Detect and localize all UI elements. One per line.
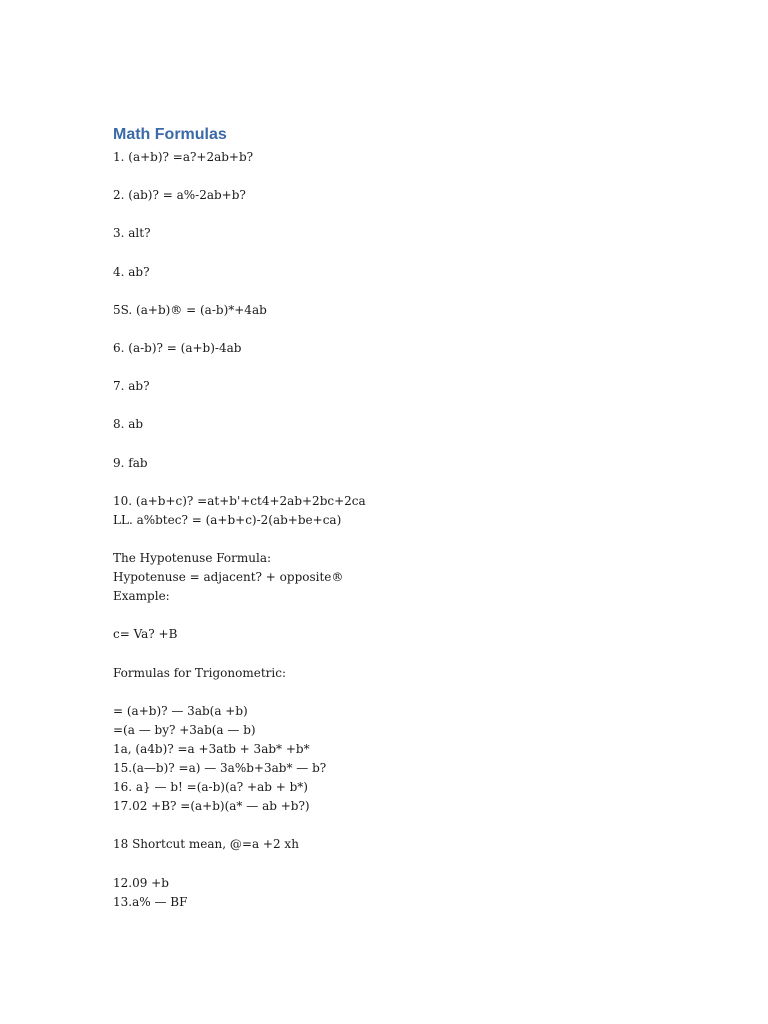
formula-line: LL. a%btec? = (a+b+c)-2(ab+be+ca) [113,512,342,527]
blank-line [113,243,713,262]
formula-line: 13.a% — BF [113,894,188,909]
formula-line: The Hypotenuse Formula: [113,550,272,565]
formula-line: Hypotenuse = adjacent? + opposite® [113,570,344,585]
document-title: Math Formulas [113,126,227,143]
formula-line: 1. (a+b)? =a?+2ab+b? [113,150,254,164]
blank-line [113,358,713,377]
formula-line: 4. ab? [113,264,150,279]
formula-line: 1a, (a4b)? =a +3atb + 3ab* +b* [113,741,310,756]
formula-line: 10. (a+b+c)? =at+b'+ct4+2ab+2bc+2ca [113,493,366,508]
blank-line [113,320,713,339]
formula-line: 3. alt? [113,226,151,241]
formula-line: Example: [113,589,170,604]
blank-line [113,606,713,625]
formula-line: 5S. (a+b)® = (a-b)*+4ab [113,302,267,317]
formula-line: c= Va? +B [113,627,178,642]
formula-line: 15.(a—b)? =a) — 3a%b+3ab* — b? [113,761,327,775]
formula-line: 2. (ab)? = a%-2ab+b? [113,188,246,203]
formula-line: 6. (a-b)? = (a+b)-4ab [113,340,242,355]
formula-line: = (a+b)? — 3ab(a +b) [113,703,248,718]
formula-line: 12.09 +b [113,875,169,890]
formula-line: 8. ab [113,417,144,432]
blank-line [113,396,713,415]
blank-line [113,167,713,186]
blank-line [113,530,713,549]
formula-line: 9. fab [113,455,148,470]
blank-line [113,282,713,301]
blank-line [113,473,713,492]
blank-line [113,205,713,224]
formula-line: 7. ab? [113,379,150,394]
blank-line [113,683,713,702]
blank-line [113,434,713,453]
blank-line [113,644,713,663]
formula-line: 17.02 +B? =(a+b)(a* — ab +b?) [113,799,310,814]
blank-line [113,854,713,873]
formula-line: 18 Shortcut mean, @=a +2 xh [113,837,299,852]
document-body [113,148,713,912]
formula-line: Formulas for Trigonometric: [113,665,286,680]
formula-line: 16. a} — b! =(a-b)(a? +ab + b*) [113,780,308,795]
blank-line [113,816,713,835]
formula-line: =(a — by? +3ab(a — b) [113,722,256,737]
